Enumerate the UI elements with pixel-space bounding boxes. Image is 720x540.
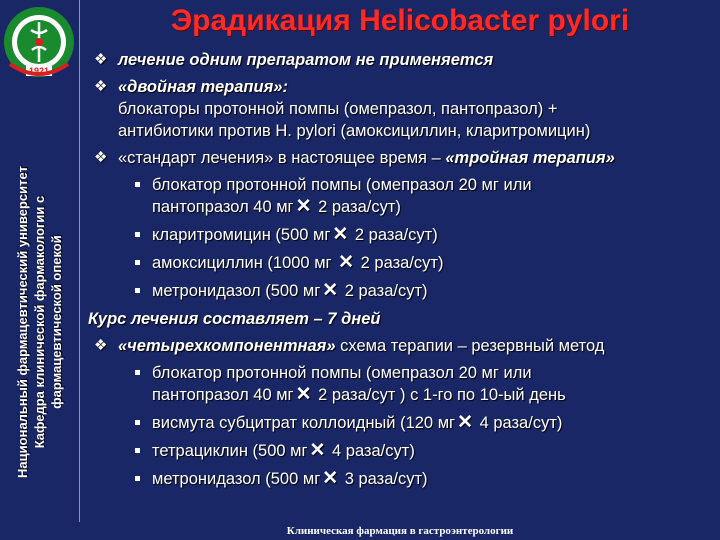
multiply-icon: ✕ [332,224,349,245]
sub-bullet-item [88,174,718,218]
sidebar-line-1: Национальный фармацевтический университет [14,166,30,478]
square-bullet-icon [135,182,140,187]
item-text: антибиотики против H. pylori (амоксициллин, кларитромицин) [118,122,591,140]
sub-bullet-item [88,252,718,274]
item-emphasis: «четырехкомпонентная» [118,337,336,355]
sub-bullet-item [88,468,718,490]
sub-bullet-item [88,224,718,246]
slide-footer: Клиническая фармация в гастроэнтерологии [286,525,514,537]
multiply-icon: ✕ [309,440,326,461]
item-text: тетрациклин (500 мг [152,442,308,460]
bullet-item [88,76,718,98]
square-bullet-icon [135,288,140,293]
square-bullet-icon [135,260,140,265]
item-text: «двойная терапия»: [118,78,288,96]
slide-content [88,49,718,496]
square-bullet-icon [135,476,140,481]
item-text: пантопразол 40 мг [152,386,294,404]
multiply-icon: ✕ [322,280,339,301]
bullet-item [88,49,718,71]
course-duration [88,308,718,330]
sub-bullet-item [88,440,718,462]
multiply-icon: ✕ [457,412,473,433]
item-text: блокатор протонной помпы (омепразол 20 мг или [152,364,532,382]
item-text: 4 раза/сут) [327,442,415,460]
multiply-icon: ✕ [338,252,355,273]
sidebar-line-3: фармацевтической опекой [48,235,64,409]
item-text: блокаторы протонной помпы (омепразол, пантопразол) + [118,100,558,118]
item-text: «стандарт лечения» в настоящее время – [118,149,446,167]
item-text: схема терапии – резервный метод [335,337,605,355]
sub-bullet-item [88,362,718,406]
square-bullet-icon [135,232,140,237]
sub-bullet-item [88,412,718,434]
sub-bullet-item [88,280,718,302]
continuation-line [88,98,718,120]
square-bullet-icon [135,370,140,375]
university-logo [2,4,76,84]
sidebar-vertical-text [2,122,76,522]
item-text: метронидазол (500 мг [152,282,321,300]
item-text: Курс лечения составляет – 7 дней [88,310,381,328]
logo-year: 1921 [28,66,50,76]
sidebar-line-2: Кафедра клинической фармакологии с [31,195,47,449]
bullet-item [88,335,718,357]
item-text: 3 раза/сут) [340,470,428,488]
item-text: 2 раза/сут ) с 1-го по 10-ый день [313,386,566,404]
item-text: 2 раза/сут) [313,198,401,216]
sidebar [0,0,80,522]
item-text: висмута субцитрат коллоидный (120 мг [152,414,456,432]
item-text: лечение одним препаратом не применяется [118,51,494,69]
diamond-bullet-icon: ❖ [94,149,108,166]
diamond-bullet-icon: ❖ [94,337,108,354]
item-text: метронидазол (500 мг [152,470,321,488]
bullet-item [88,147,718,169]
item-text: кларитромицин (500 мг [152,226,331,244]
multiply-icon: ✕ [295,196,312,217]
diamond-bullet-icon: ❖ [94,51,108,68]
item-text: 2 раза/сут) [340,282,428,300]
square-bullet-icon [135,420,140,425]
item-text: 2 раза/сут) [350,226,438,244]
item-text: пантопразол 40 мг [152,198,294,216]
item-text: 2 раза/сут) [356,254,444,272]
item-text: амоксициллин (1000 мг [152,254,337,272]
continuation-line [88,120,718,142]
item-text: блокатор протонной помпы (омепразол 20 мг или [152,176,532,194]
item-text: 4 раза/сут) [474,414,563,432]
diamond-bullet-icon: ❖ [94,78,108,95]
multiply-icon: ✕ [295,384,312,405]
slide-title: Эрадикация Helicobacter pylori [170,4,630,37]
sidebar-divider [79,0,80,522]
square-bullet-icon [135,448,140,453]
multiply-icon: ✕ [322,468,339,489]
item-emphasis: «тройная терапия» [445,149,615,167]
